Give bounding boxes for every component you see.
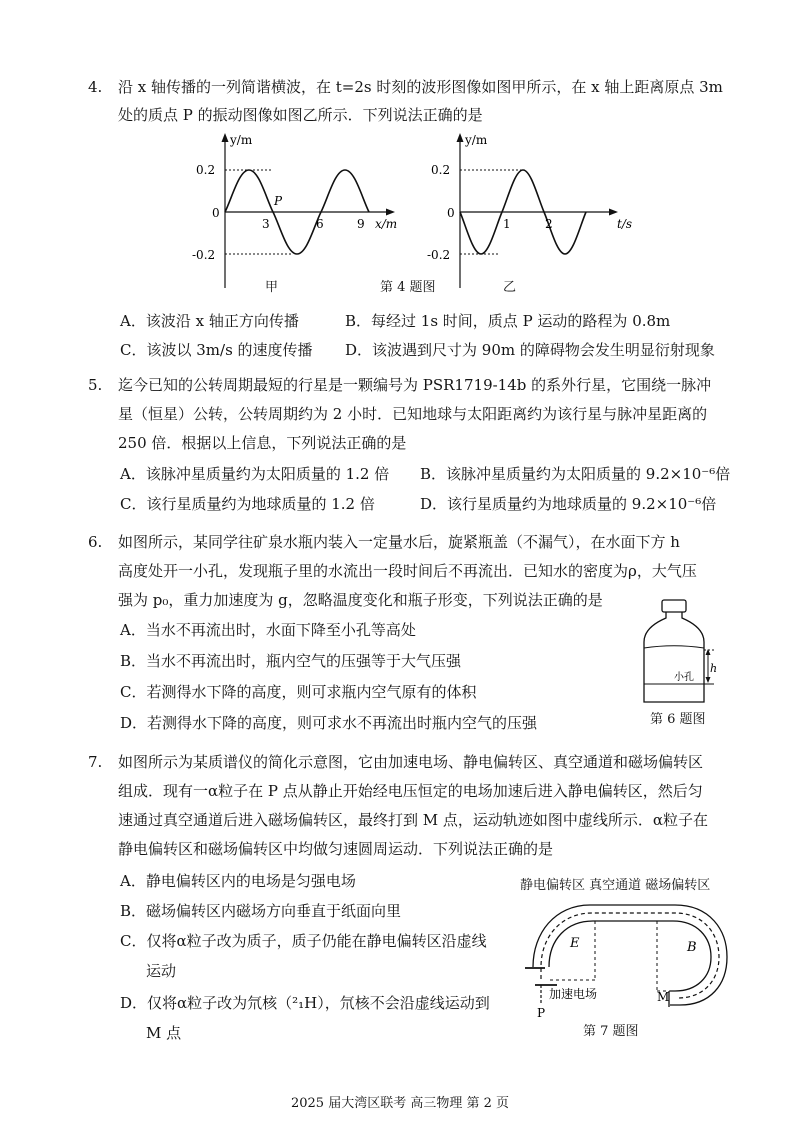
- q4-wave-graph: [190, 130, 405, 300]
- q6-stem-line1: 如图所示，某同学往矿泉水瓶内装入一定量水后，旋紧瓶盖（不漏气），在水面下方 h: [118, 533, 680, 551]
- q6-figure-caption: 第 6 题图: [650, 712, 706, 727]
- q7-option-a: A．静电偏转区内的电场是匀强电场: [120, 872, 356, 890]
- q4-vibration-graph: [425, 130, 640, 300]
- page-footer: 2025 届大湾区联考 高三物理 第 2 页: [290, 1096, 510, 1111]
- q7-m-label: M: [657, 990, 670, 1004]
- q5-option-a: A．该脉冲星质量约为太阳质量的 1.2 倍: [120, 465, 390, 483]
- q7-e-label: E: [570, 936, 580, 951]
- q4-figure-caption: 第 4 题图: [380, 280, 436, 295]
- q4a-y-axis-label: y/m: [230, 133, 253, 147]
- q7-stem-line1: 如图所示为某质谱仪的简化示意图，它由加速电场、静电偏转区、真空通道和磁场偏转区: [118, 753, 704, 771]
- q7-stem-line4: 静电偏转区和磁场偏转区中均做匀速圆周运动．下列说法正确的是: [118, 840, 554, 858]
- q4-number: 4.: [88, 78, 103, 96]
- q4b-x-axis-label: t/s: [617, 217, 633, 231]
- q4b-tick: 2: [545, 217, 553, 231]
- q7-number: 7.: [88, 753, 103, 771]
- q6-bottle-figure: [630, 598, 740, 708]
- q6-option-b: B．当水不再流出时，瓶内空气的压强等于大气压强: [120, 652, 462, 670]
- q4-option-d: D．该波遇到尺寸为 90m 的障碍物会发生明显衍射现象: [345, 341, 715, 359]
- q7-p-label: P: [537, 1006, 546, 1020]
- q6-number: 6.: [88, 533, 103, 551]
- q5-stem-line2: 星（恒星）公转，公转周期约为 2 小时．已知地球与太阳距离约为该行星与脉冲星距离的: [118, 405, 708, 423]
- q7-accel-label: 加速电场: [549, 987, 598, 1001]
- q4a-y-bottom: -0.2: [192, 248, 216, 262]
- q7-spectrometer-figure: [515, 895, 740, 1020]
- q4b-origin: 0: [447, 206, 455, 220]
- q5-stem-line3: 250 倍．根据以上信息，下列说法正确的是: [118, 434, 407, 452]
- q4a-tick: 9: [357, 217, 365, 231]
- q4a-y-top: 0.2: [196, 163, 216, 177]
- q7-option-c-line1: C．仅将α粒子改为质子，质子仍能在静电偏转区沿虚线: [120, 932, 487, 950]
- q6-hole-label: 小孔: [674, 672, 694, 683]
- q5-stem-line1: 迄今已知的公转周期最短的行星是一颗编号为 PSR1719-14b 的系外行星，它围绕一脉冲: [118, 376, 712, 394]
- q4a-caption: 甲: [265, 280, 279, 295]
- q7-option-c-line2: 运动: [146, 962, 177, 980]
- q4b-y-top: 0.2: [431, 163, 451, 177]
- q5-number: 5.: [88, 376, 103, 394]
- q4a-tick: 3: [262, 217, 270, 231]
- q6-option-d: D．若测得水下降的高度，则可求水不再流出时瓶内空气的压强: [120, 714, 538, 732]
- q4b-y-bottom: -0.2: [427, 248, 451, 262]
- q5-option-d: D．该行星质量约为地球质量的 9.2×10⁻⁶倍: [420, 495, 717, 513]
- q7-option-d-line2: M 点: [146, 1024, 182, 1042]
- q4-stem-line1: 沿 x 轴传播的一列简谐横波，在 t=2s 时刻的波形图像如图甲所示，在 x 轴上距离原点 3m: [118, 78, 723, 96]
- q7-figure-header: 静电偏转区 真空通道 磁场偏转区: [520, 878, 711, 893]
- q5-option-c: C．该行星质量约为地球质量的 1.2 倍: [120, 495, 375, 513]
- q6-stem-line3: 强为 p₀，重力加速度为 g，忽略温度变化和瓶子形变，下列说法正确的是: [118, 591, 603, 609]
- q7-stem-line3: 速通过真空通道后进入磁场偏转区，最终打到 M 点，运动轨迹如图中虚线所示．α粒子在: [118, 811, 709, 829]
- q4a-tick: 6: [316, 217, 324, 231]
- q4-stem-line2: 处的质点 P 的振动图像如图乙所示．下列说法正确的是: [118, 106, 483, 124]
- q4a-point-p: P: [274, 194, 283, 208]
- q4a-x-axis-label: x/m: [375, 217, 398, 231]
- q4-option-c: C．该波以 3m/s 的速度传播: [120, 341, 313, 359]
- q7-option-d-line1: D．仅将α粒子改为氘核（²₁H），氘核不会沿虚线运动到: [120, 994, 490, 1012]
- q6-h-label: h: [710, 662, 718, 675]
- q6-option-c: C．若测得水下降的高度，则可求瓶内空气原有的体积: [120, 683, 477, 701]
- q4b-caption: 乙: [503, 280, 517, 295]
- q7-stem-line2: 组成．现有一α粒子在 P 点从静止开始经电压恒定的电场加速后进入静电偏转区，然后匀: [118, 782, 703, 800]
- q7-figure-caption: 第 7 题图: [583, 1024, 639, 1039]
- q4b-tick: 1: [503, 217, 511, 231]
- q7-b-label: B: [687, 940, 697, 955]
- q6-option-a: A．当水不再流出时，水面下降至小孔等高处: [120, 621, 416, 639]
- q4-option-b: B．每经过 1s 时间，质点 P 运动的路程为 0.8m: [345, 312, 671, 330]
- q4-option-a: A．该波沿 x 轴正方向传播: [120, 312, 299, 330]
- q4a-origin: 0: [212, 206, 220, 220]
- q6-stem-line2: 高度处开一小孔，发现瓶子里的水流出一段时间后不再流出．已知水的密度为ρ，大气压: [118, 562, 697, 580]
- q4b-y-axis-label: y/m: [465, 133, 488, 147]
- q5-option-b: B．该脉冲星质量约为太阳质量的 9.2×10⁻⁶倍: [420, 465, 731, 483]
- q7-option-b: B．磁场偏转区内磁场方向垂直于纸面向里: [120, 902, 402, 920]
